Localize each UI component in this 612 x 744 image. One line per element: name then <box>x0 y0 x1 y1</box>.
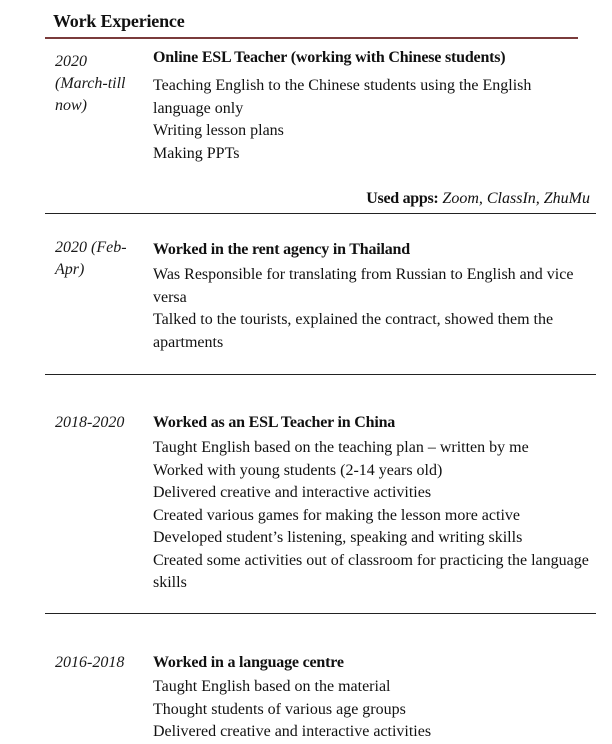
entry-divider <box>45 374 596 375</box>
entry-line: Thought students of various age groups <box>153 700 406 718</box>
entry-date: 2016-2018 <box>55 654 125 671</box>
entry-date: 2018-2020 <box>55 414 125 431</box>
used-apps <box>366 188 590 210</box>
entry-line: Created various games for making the lesson more active <box>153 506 520 524</box>
entry-line: Writing lesson plans <box>153 122 284 139</box>
entry-line: Created some activities out of classroom for practicing the language skills <box>153 551 589 591</box>
entry-line: Taught English based on the material <box>153 678 391 695</box>
used-apps-list: Zoom, ClassIn, ZhuMu <box>442 190 590 207</box>
section-title: Work Experience <box>53 11 185 31</box>
used-apps-label: Used apps: <box>366 190 439 207</box>
entry-divider <box>45 213 596 214</box>
entry-line: Worked with young students (2-14 years old) <box>153 461 443 479</box>
entry-title: Worked in a language centre <box>153 654 344 671</box>
entry-body <box>153 239 593 354</box>
entry-date: 2020 (Feb-Apr) <box>55 239 127 278</box>
entry-line: Making PPTs <box>153 144 240 162</box>
entry-body <box>153 412 593 595</box>
entry-title: Online ESL Teacher (working with Chinese students) <box>153 49 506 66</box>
entry-body <box>153 652 593 744</box>
section-title-rule <box>45 37 578 39</box>
entry-date: 2020 (March-till now) <box>55 53 126 114</box>
entry-line: Teaching English to the Chinese students using the English language only <box>153 77 532 117</box>
entry-title: Worked as an ESL Teacher in China <box>153 414 396 431</box>
entry-line: Delivered creative and interactive activities <box>153 484 432 501</box>
entry-body <box>153 47 593 165</box>
entry-title: Worked in the rent agency in Thailand <box>153 241 410 258</box>
entry-line: Delivered creative and interactive activities <box>153 723 432 740</box>
entry-line: Taught English based on the teaching plan – written by me <box>153 439 529 456</box>
entry-line: Was Responsible for translating from Russian to English and vice versa <box>153 266 574 306</box>
entry-line: Developed student’s listening, speaking and writing skills <box>153 529 523 546</box>
entry-divider <box>45 613 596 614</box>
entry-line: Talked to the tourists, explained the contract, showed them the apartments <box>153 311 554 351</box>
